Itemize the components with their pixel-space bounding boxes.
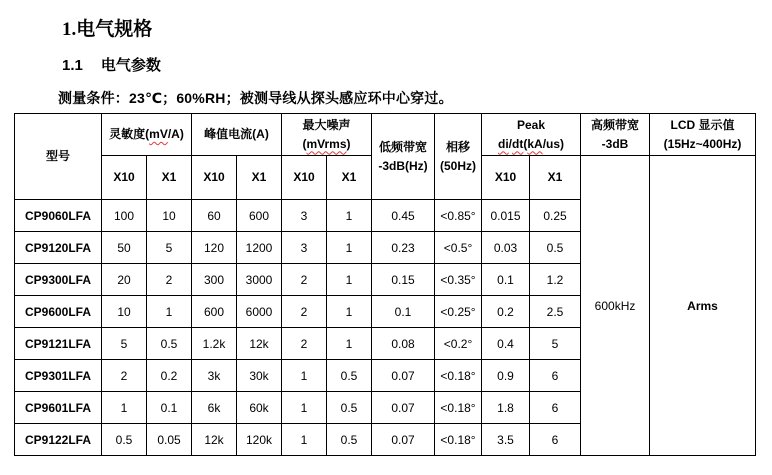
high-bandwidth-value: 600kHz bbox=[581, 156, 650, 456]
value-cell: <0.2° bbox=[435, 328, 482, 360]
value-cell: 0.2 bbox=[147, 360, 192, 392]
value-cell: 0.2 bbox=[482, 296, 530, 328]
value-cell: 0.4 bbox=[482, 328, 530, 360]
value-cell: <0.18° bbox=[435, 392, 482, 424]
model-name: CP9122LFA bbox=[15, 424, 102, 456]
value-cell: 0.5 bbox=[102, 424, 147, 456]
value-cell: 1 bbox=[327, 328, 372, 360]
header-row-groups bbox=[15, 114, 756, 156]
value-cell: 0.25 bbox=[530, 200, 581, 232]
value-cell: 1 bbox=[327, 264, 372, 296]
subheader-x10: X10 bbox=[482, 156, 530, 200]
value-cell: 60 bbox=[192, 200, 237, 232]
value-cell: <0.18° bbox=[435, 360, 482, 392]
value-cell: 120 bbox=[192, 232, 237, 264]
value-cell: 1.2 bbox=[530, 264, 581, 296]
header-lcd-display: LCD 显示值 (15Hz~400Hz) bbox=[650, 114, 756, 156]
model-name: CP9120LFA bbox=[15, 232, 102, 264]
subheader-x1: X1 bbox=[327, 156, 372, 200]
value-cell: 0.9 bbox=[482, 360, 530, 392]
title-text: 电气规格 bbox=[76, 19, 153, 40]
header-sensitivity: 灵敏度(mV/A) bbox=[102, 114, 192, 156]
model-name: CP9121LFA bbox=[15, 328, 102, 360]
value-cell: 12k bbox=[192, 424, 237, 456]
value-cell: 6 bbox=[530, 424, 581, 456]
header-peak-didt: Peak di/dt(kA/us) bbox=[482, 114, 581, 156]
value-cell: 2 bbox=[147, 264, 192, 296]
header-max-noise: 最大噪声 (mVrms) bbox=[282, 114, 372, 156]
value-cell: 0.5 bbox=[327, 360, 372, 392]
value-cell: 1 bbox=[147, 296, 192, 328]
model-name: CP9301LFA bbox=[15, 360, 102, 392]
model-name: CP9601LFA bbox=[15, 392, 102, 424]
value-cell: 0.5 bbox=[327, 424, 372, 456]
value-cell: 120k bbox=[237, 424, 282, 456]
model-name: CP9600LFA bbox=[15, 296, 102, 328]
value-cell: 100 bbox=[102, 200, 147, 232]
value-cell: 0.15 bbox=[372, 264, 435, 296]
value-cell: 6k bbox=[192, 392, 237, 424]
value-cell: 2 bbox=[282, 264, 327, 296]
section-subtitle bbox=[62, 54, 161, 75]
spellcheck-wavy-dt: dt bbox=[512, 136, 524, 151]
value-cell: 5 bbox=[147, 232, 192, 264]
header-peak-current: 峰值电流(A) bbox=[192, 114, 282, 156]
value-cell: 12k bbox=[237, 328, 282, 360]
value-cell: 0.07 bbox=[372, 360, 435, 392]
value-cell: 3k bbox=[192, 360, 237, 392]
title-number: 1. bbox=[62, 19, 77, 40]
value-cell: 5 bbox=[530, 328, 581, 360]
spellcheck-wavy-mvrms: mVrms bbox=[306, 136, 347, 151]
value-cell: 0.23 bbox=[372, 232, 435, 264]
value-cell: 1 bbox=[327, 296, 372, 328]
subheader-x1: X1 bbox=[147, 156, 192, 200]
measurement-condition: 测量条件：23℃；60%RH；被测导线从探头感应环中心穿过。 bbox=[58, 90, 453, 106]
value-cell: 0.08 bbox=[372, 328, 435, 360]
spec-table-container bbox=[14, 113, 756, 456]
value-cell: 300 bbox=[192, 264, 237, 296]
page-title bbox=[62, 14, 152, 41]
value-cell: 0.1 bbox=[147, 392, 192, 424]
subheader-x10: X10 bbox=[282, 156, 327, 200]
value-cell: 1 bbox=[282, 424, 327, 456]
value-cell: 600 bbox=[237, 200, 282, 232]
value-cell: 1 bbox=[282, 392, 327, 424]
value-cell: 1 bbox=[282, 360, 327, 392]
value-cell: 2 bbox=[102, 360, 147, 392]
value-cell: 6000 bbox=[237, 296, 282, 328]
subheader-x10: X10 bbox=[192, 156, 237, 200]
value-cell: 0.5 bbox=[327, 392, 372, 424]
value-cell: 0.1 bbox=[372, 296, 435, 328]
subtitle-number: 1.1 bbox=[62, 57, 83, 74]
value-cell: <0.85° bbox=[435, 200, 482, 232]
value-cell: 0.5 bbox=[147, 328, 192, 360]
model-name: CP9060LFA bbox=[15, 200, 102, 232]
header-model: 型号 bbox=[15, 114, 102, 200]
value-cell: 50 bbox=[102, 232, 147, 264]
subheader-x10: X10 bbox=[102, 156, 147, 200]
value-cell: 2.5 bbox=[530, 296, 581, 328]
header-high-bandwidth: 高频带宽 -3dB bbox=[581, 114, 650, 156]
value-cell: 60k bbox=[237, 392, 282, 424]
value-cell: 30k bbox=[237, 360, 282, 392]
value-cell: 10 bbox=[102, 296, 147, 328]
lcd-display-value: Arms bbox=[650, 156, 756, 456]
spellcheck-wavy-mv: mV bbox=[149, 127, 168, 142]
value-cell: 3000 bbox=[237, 264, 282, 296]
value-cell: 0.45 bbox=[372, 200, 435, 232]
value-cell: 2 bbox=[282, 296, 327, 328]
value-cell: 0.015 bbox=[482, 200, 530, 232]
value-cell: 5 bbox=[102, 328, 147, 360]
value-cell: 0.07 bbox=[372, 424, 435, 456]
value-cell: 1200 bbox=[237, 232, 282, 264]
model-name: CP9300LFA bbox=[15, 264, 102, 296]
value-cell: 0.07 bbox=[372, 392, 435, 424]
value-cell: 600 bbox=[192, 296, 237, 328]
value-cell: <0.25° bbox=[435, 296, 482, 328]
electrical-parameters-table bbox=[14, 113, 756, 456]
value-cell: <0.5° bbox=[435, 232, 482, 264]
value-cell: 3 bbox=[282, 232, 327, 264]
header-low-bandwidth: 低频带宽 -3dB(Hz) bbox=[372, 114, 435, 200]
value-cell: 0.1 bbox=[482, 264, 530, 296]
spellcheck-wavy-ka: kA bbox=[527, 136, 543, 151]
value-cell: <0.35° bbox=[435, 264, 482, 296]
value-cell: 6 bbox=[530, 360, 581, 392]
value-cell: 1 bbox=[327, 200, 372, 232]
subheader-x1: X1 bbox=[237, 156, 282, 200]
value-cell: <0.18° bbox=[435, 424, 482, 456]
value-cell: 3.5 bbox=[482, 424, 530, 456]
value-cell: 1.2k bbox=[192, 328, 237, 360]
value-cell: 2 bbox=[282, 328, 327, 360]
value-cell: 0.5 bbox=[530, 232, 581, 264]
subtitle-text: 电气参数 bbox=[100, 57, 161, 74]
header-phase-shift: 相移 (50Hz) bbox=[435, 114, 482, 200]
value-cell: 0.05 bbox=[147, 424, 192, 456]
value-cell: 6 bbox=[530, 392, 581, 424]
value-cell: 1 bbox=[102, 392, 147, 424]
spellcheck-wavy-di: di bbox=[498, 136, 509, 151]
value-cell: 10 bbox=[147, 200, 192, 232]
value-cell: 1 bbox=[327, 232, 372, 264]
value-cell: 20 bbox=[102, 264, 147, 296]
value-cell: 3 bbox=[282, 200, 327, 232]
value-cell: 0.03 bbox=[482, 232, 530, 264]
value-cell: 1.8 bbox=[482, 392, 530, 424]
subheader-x1: X1 bbox=[530, 156, 581, 200]
